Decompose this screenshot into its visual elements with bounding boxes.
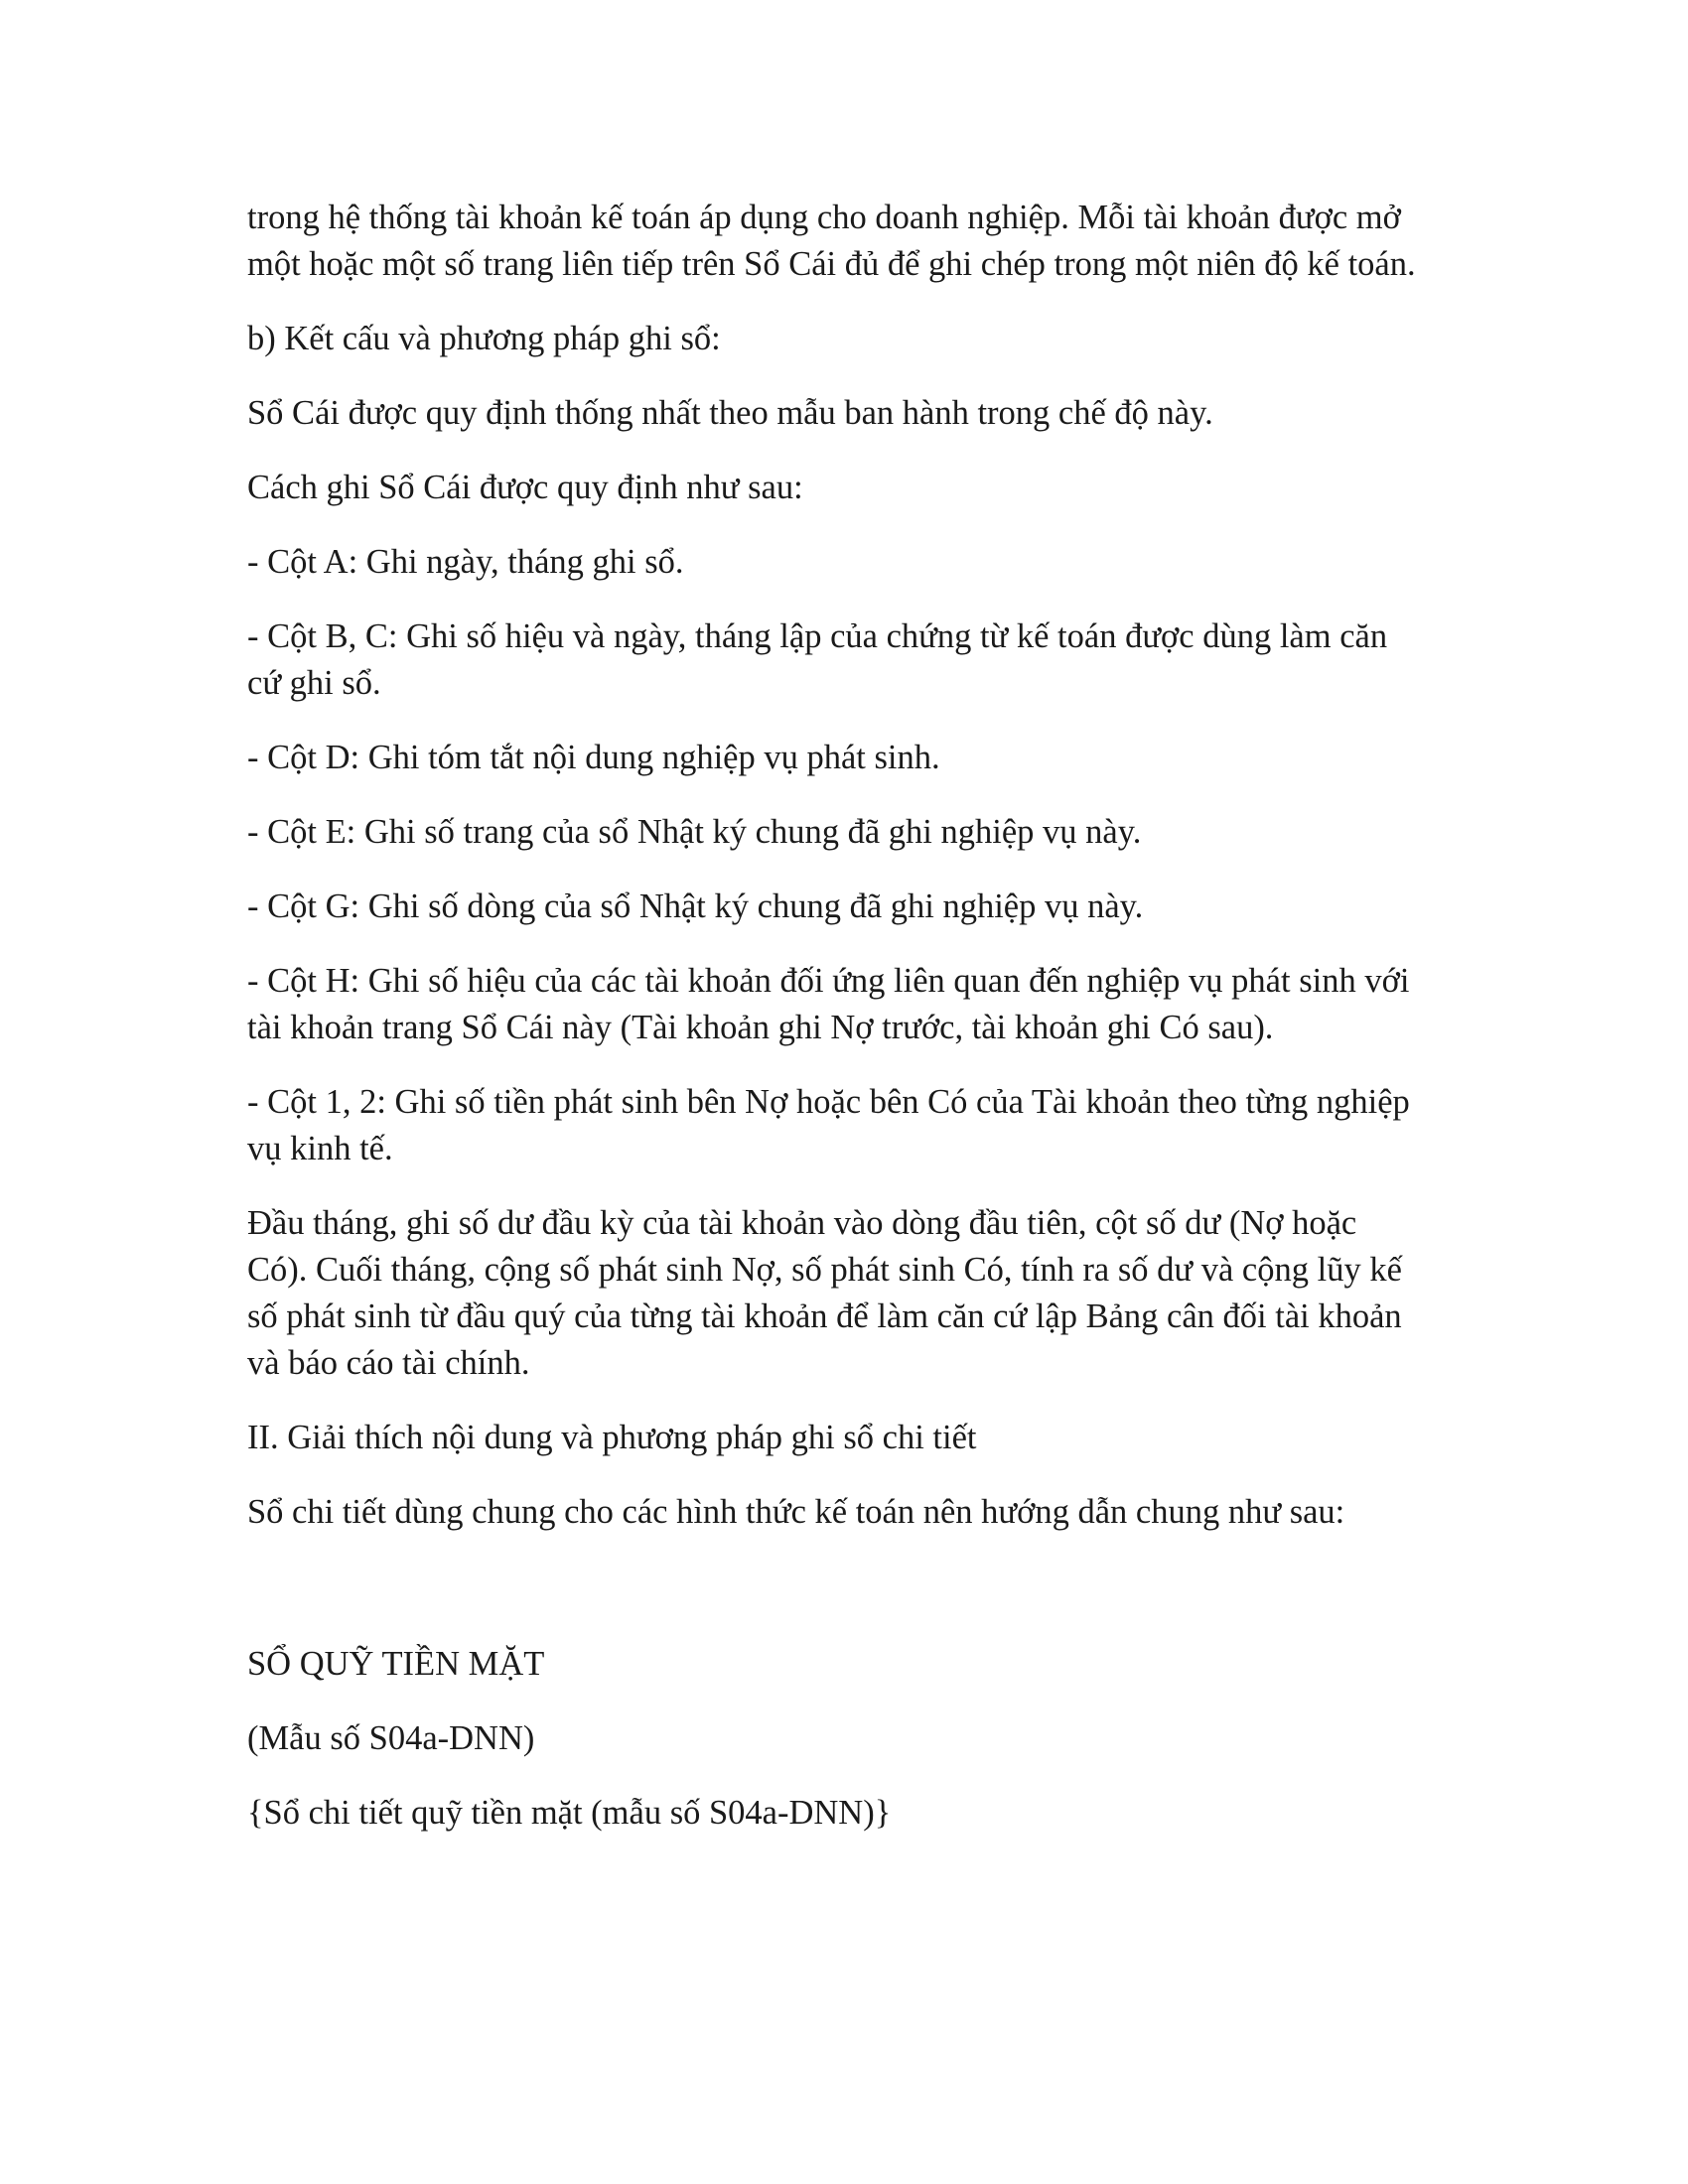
paragraph-structure-heading: b) Kết cấu và phương pháp ghi sổ:: [247, 320, 721, 357]
paragraph-account-pages: trong hệ thống tài khoản kế toán áp dụng cho doanh nghiệp. Mỗi tài khoản được mở một hoặc một số trang liên tiếp trên Sổ Cái đủ để ghi chép trong một niên độ kế toán.: [247, 199, 1416, 283]
paragraph-ledger-rules: Cách ghi Sổ Cái được quy định như sau:: [247, 469, 803, 506]
paragraph-detail-books-intro: Sổ chi tiết dùng chung cho các hình thức kế toán nên hướng dẫn chung như sau:: [247, 1493, 1345, 1531]
paragraph-monthly-balance: Đầu tháng, ghi số dư đầu kỳ của tài khoản vào dòng đầu tiên, cột số dư (Nợ hoặc Có). Cuối tháng, cộng số phát sinh Nợ, số phát sinh Có, tính ra số dư và cộng lũy kế số phát sinh từ đầu quý của từng tài khoản để làm căn cứ lập Bảng cân đối tài khoản và báo cáo tài chính.: [247, 1204, 1402, 1382]
form-code: (Mẫu số S04a-DNN): [247, 1719, 535, 1757]
paragraph-column-bc: - Cột B, C: Ghi số hiệu và ngày, tháng lập của chứng từ kế toán được dùng làm căn cứ ghi sổ.: [247, 617, 1388, 702]
paragraph-column-1-2: - Cột 1, 2: Ghi số tiền phát sinh bên Nợ hoặc bên Có của Tài khoản theo từng nghiệp vụ kinh tế.: [247, 1083, 1410, 1167]
paragraph-column-a: - Cột A: Ghi ngày, tháng ghi sổ.: [247, 543, 684, 581]
form-subtitle: {Sổ chi tiết quỹ tiền mặt (mẫu số S04a-DNN)}: [247, 1794, 892, 1832]
paragraph-column-e: - Cột E: Ghi số trang của sổ Nhật ký chung đã ghi nghiệp vụ này.: [247, 813, 1142, 851]
form-title: SỔ QUỸ TIỀN MẶT: [247, 1645, 545, 1683]
paragraph-column-h: - Cột H: Ghi số hiệu của các tài khoản đối ứng liên quan đến nghiệp vụ phát sinh với tài khoản trang Sổ Cái này (Tài khoản ghi Nợ trước, tài khoản ghi Có sau).: [247, 962, 1410, 1046]
paragraph-column-g: - Cột G: Ghi số dòng của sổ Nhật ký chung đã ghi nghiệp vụ này.: [247, 887, 1144, 925]
section-heading-detail-books: II. Giải thích nội dung và phương pháp ghi sổ chi tiết: [247, 1419, 977, 1456]
document-body: [247, 195, 1419, 1864]
paragraph-ledger-template: Sổ Cái được quy định thống nhất theo mẫu ban hành trong chế độ này.: [247, 394, 1213, 432]
paragraph-column-d: - Cột D: Ghi tóm tắt nội dung nghiệp vụ phát sinh.: [247, 739, 940, 776]
